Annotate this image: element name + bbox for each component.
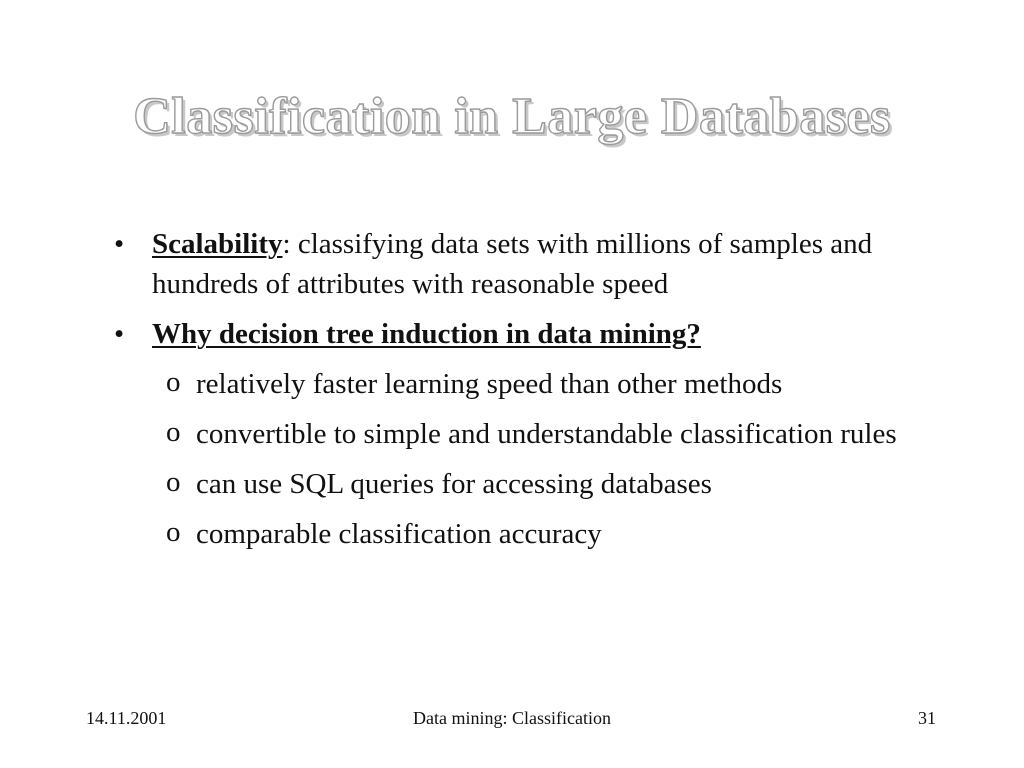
sub-bullet-marker: o bbox=[166, 466, 181, 498]
sub-bullet-marker: o bbox=[166, 416, 181, 448]
bullet-marker: • bbox=[114, 318, 125, 350]
slide-body bbox=[110, 224, 900, 564]
sub-bullet-faster-learning bbox=[110, 364, 900, 404]
sub-bullet-comparable-accuracy bbox=[110, 514, 900, 554]
sub-bullet-sql-queries bbox=[110, 464, 900, 504]
sub-bullet-marker: o bbox=[166, 516, 181, 548]
sub-bullet-text: convertible to simple and understandable classification rules bbox=[196, 418, 897, 450]
scalability-text: : classifying data sets with millions of samples and hundreds of attributes with reasonable speed bbox=[152, 228, 873, 300]
footer-course-title: Data mining: Classification bbox=[413, 708, 611, 728]
bullet-scalability bbox=[110, 224, 900, 304]
footer-page-number: 31 bbox=[918, 708, 936, 728]
footer-date: 14.11.2001 bbox=[86, 708, 167, 728]
why-decision-tree-text: Why decision tree induction in data mining? bbox=[152, 318, 701, 350]
sub-bullet-text: comparable classification accuracy bbox=[196, 518, 602, 550]
sub-bullet-text: relatively faster learning speed than other methods bbox=[196, 368, 783, 400]
slide-title: Classification in Large Databases bbox=[133, 88, 891, 145]
sub-bullet-text: can use SQL queries for accessing databases bbox=[196, 468, 712, 500]
sub-bullet-convertible-rules bbox=[110, 414, 900, 454]
bullet-marker: • bbox=[114, 228, 125, 260]
bullet-why-decision-tree bbox=[110, 314, 900, 354]
sub-bullet-marker: o bbox=[166, 366, 181, 398]
scalability-term: Scalability bbox=[152, 228, 283, 260]
